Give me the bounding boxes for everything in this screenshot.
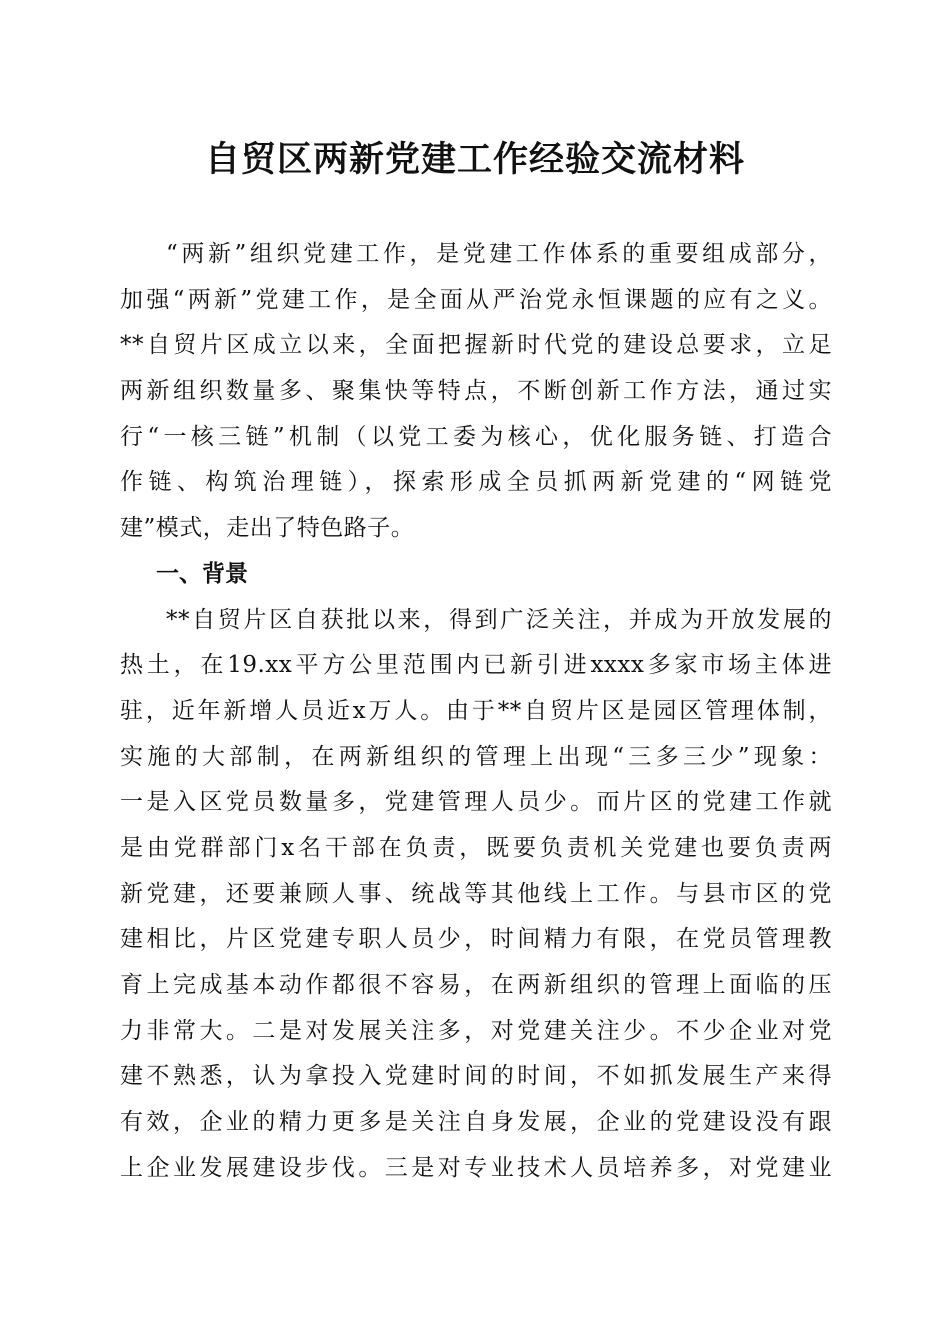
intro-line: 作链、构筑治理链），探索形成全员抓两新党建的“网链党 [120,469,832,496]
background-line: 一是入区党员数量多，党建管理人员少。而片区的党建工作就 [120,789,832,816]
background-line: 力非常大。二是对发展关注多，对党建关注少。不少企业对党 [120,1017,832,1044]
background-line: 有效，企业的精力更多是关注自身发展，企业的党建设没有跟 [120,1109,832,1136]
intro-line: 加强“两新”党建工作，是全面从严治党永恒课题的应有之义。 [120,286,832,313]
intro-line: 两新组织数量多、聚集快等特点，不断创新工作方法，通过实 [120,378,832,405]
background-line: 上企业发展建设步伐。三是对专业技术人员培养多，对党建业 [120,1154,832,1181]
intro-line: 行“一核三链”机制（以党工委为核心，优化服务链、打造合 [120,423,832,450]
document-body [120,232,832,1191]
background-line: 建相比，片区党建专职人员少，时间精力有限，在党员管理教 [120,926,832,953]
intro-line: 建”模式，走出了特色路子。 [120,515,415,542]
section-heading: 一、背景 [156,560,248,587]
background-line: 驻，近年新增人员近x万人。由于**自贸片区是园区管理体制， [120,697,832,724]
intro-line: **自贸片区成立以来，全面把握新时代党的建设总要求，立足 [120,332,832,359]
background-line: 热土，在19.xx平方公里范围内已新引进xxxx多家市场主体进 [120,652,832,679]
background-line: 实施的大部制，在两新组织的管理上出现“三多三少”现象： [120,743,832,770]
background-line: 是由党群部门x名干部在负责，既要负责机关党建也要负责两 [120,834,832,861]
background-line: **自贸片区自获批以来，得到广泛关注，并成为开放发展的 [166,606,832,633]
background-line: 建不熟悉，认为拿投入党建时间的时间，不如抓发展生产来得 [120,1063,832,1090]
background-line: 新党建，还要兼顾人事、统战等其他线上工作。与县市区的党 [120,880,832,907]
intro-line: “两新”组织党建工作，是党建工作体系的重要组成部分， [166,241,832,267]
document-title: 自贸区两新党建工作经验交流材料 [204,139,745,180]
background-line: 育上完成基本动作都很不容易，在两新组织的管理上面临的压 [120,972,832,998]
